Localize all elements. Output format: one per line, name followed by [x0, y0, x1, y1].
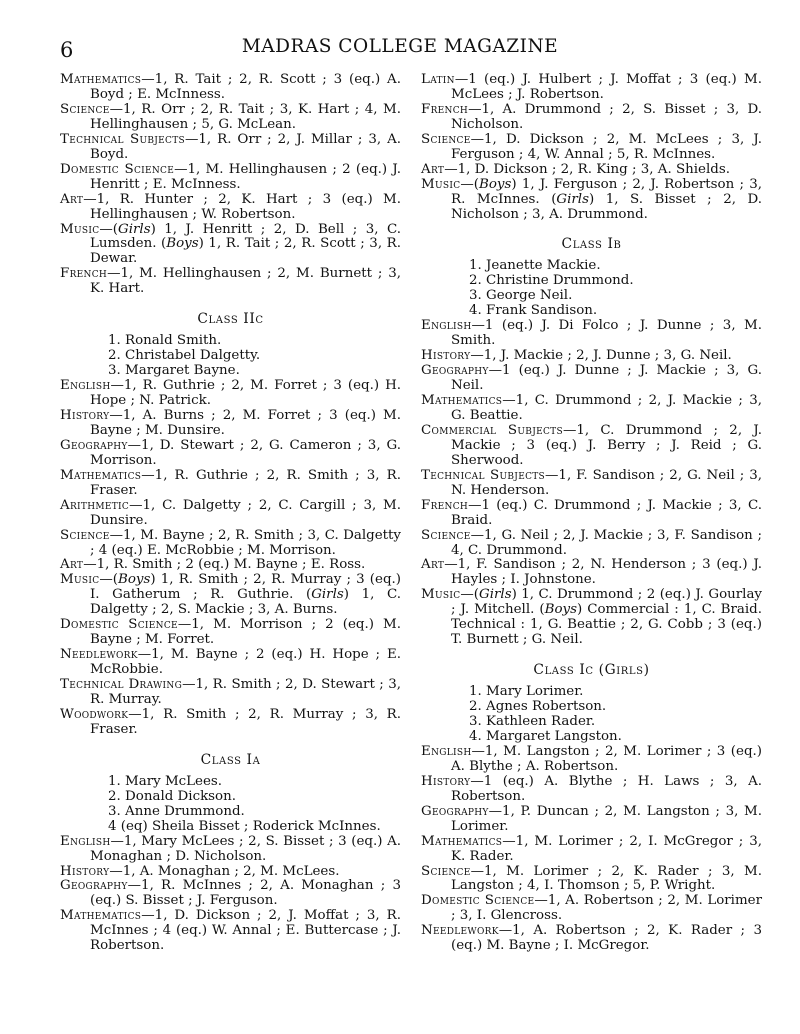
left-column — [60, 73, 401, 954]
subject-name: French — [421, 497, 469, 513]
subject-entry — [421, 133, 762, 163]
subject-name: Mathematics — [60, 72, 142, 87]
subject-name: Science — [60, 527, 110, 543]
subject-entry — [421, 775, 762, 805]
subject-name: Arithmetic — [60, 497, 130, 513]
subject-name: Technical Drawing — [60, 677, 183, 693]
subject-name: Domestic Science — [60, 161, 175, 177]
subject-results: —1, A. Robertson ; 2, M. Lorimer ; 3, I. Glencross. — [451, 893, 762, 924]
subject-results: —1 (eq.) J. Dunne ; J. Mackie ; 3, G. Neil. — [451, 363, 762, 394]
subject-results: —1, Mary McLees ; 2, S. Bisset ; 3 (eq.) A. Monaghan ; D. Nicholson. — [90, 833, 401, 864]
ranking-item: 3. Anne Drummond. — [108, 803, 245, 819]
subject-name: English — [421, 318, 472, 334]
subject-entry — [421, 924, 762, 954]
subject-entry — [60, 439, 401, 469]
subject-entry — [60, 573, 401, 618]
subject-results: —1, D. Dickson ; 2, J. Moffat ; 3, R. McInnes ; 4 (eq.) W. Annal ; E. Buttercase ; J. Robertson. — [90, 908, 401, 954]
subject-results: —1, F. Sandison ; 2, N. Henderson ; 3 (eq.) J. Hayles ; I. Johnstone. — [444, 557, 762, 588]
subject-results: —1, M. Morrison ; 2 (eq.) M. Bayne ; M. Forret. — [90, 617, 401, 648]
subject-entry — [60, 409, 401, 439]
subject-entry — [60, 865, 401, 880]
subject-results: —1, D. Dickson ; 2, R. King ; 3, A. Shields. — [444, 161, 730, 177]
subject-entry — [60, 529, 401, 559]
subject-name: French — [421, 101, 469, 117]
right-column — [421, 73, 762, 954]
subject-name: Domestic Science — [421, 893, 535, 909]
subject-name: Science — [421, 863, 471, 879]
subject-name: History — [421, 773, 471, 789]
subject-entry — [421, 349, 762, 364]
subject-results: —1, R. McInnes ; 2, A. Monaghan ; 3 (eq.) S. Bisset ; J. Ferguson. — [90, 878, 401, 909]
subject-results: —(Boys) 1, R. Smith ; 2, R. Murray ; 3 (eq.) I. Gatherum ; R. Guthrie. (Girls) 1, C. Dalgetty ; 2, S. Mackie ; 3, A. Burns. — [90, 572, 401, 618]
subject-entry — [421, 73, 762, 103]
subject-entry — [421, 745, 762, 775]
subject-name: History — [60, 407, 110, 423]
subject-entry — [60, 618, 401, 648]
subject-entry — [60, 835, 401, 865]
subject-name: Mathematics — [421, 393, 503, 408]
subject-results: —1, A. Burns ; 2, M. Forret ; 3 (eq.) M. Bayne ; M. Dunsire. — [90, 407, 401, 438]
subject-entry — [421, 835, 762, 865]
class-heading-1c-girls: Class Ic (Girls) — [533, 662, 650, 679]
ranking-item: 4. Margaret Langston. — [469, 728, 622, 744]
subject-results: —1, M. Hellinghausen ; 2, M. Burnett ; 3, K. Hart. — [90, 266, 401, 297]
subject-entry — [421, 394, 762, 424]
subject-name: English — [60, 833, 111, 849]
subject-results: —1, P. Duncan ; 2, M. Langston ; 3, M. Lorimer. — [451, 803, 762, 834]
subject-entry — [60, 499, 401, 529]
subject-results: —1 (eq.) J. Di Folco ; J. Dunne ; 3, M. Smith. — [451, 318, 762, 349]
subject-entry — [60, 879, 401, 909]
subject-entry — [60, 267, 401, 297]
subject-results: —1, R. Smith ; 2, D. Stewart ; 3, R. Murray. — [90, 677, 401, 708]
subject-results: —1, J. Mackie ; 2, J. Dunne ; 3, G. Neil. — [470, 348, 732, 364]
subject-name: History — [421, 348, 471, 364]
ranking-item: 4. Frank Sandison. — [469, 303, 598, 319]
ranking-item: 1. Jeanette Mackie. — [469, 258, 601, 274]
subject-results: —1, G. Neil ; 2, J. Mackie ; 3, F. Sandison ; 4, C. Drummond. — [451, 527, 762, 558]
subject-entry — [60, 379, 401, 409]
subject-results: —1, R. Smith ; 2 (eq.) M. Bayne ; E. Ross. — [83, 557, 366, 573]
subject-entry — [421, 364, 762, 394]
subject-name: Geography — [60, 878, 128, 894]
subject-results: —1, R. Tait ; 2, R. Scott ; 3 (eq.) A. Boyd ; E. McInness. — [90, 72, 401, 102]
ranking-item: 4 (eq) Sheila Bisset ; Roderick McInnes. — [108, 818, 381, 834]
subject-entry — [421, 894, 762, 924]
subject-name: Mathematics — [60, 467, 142, 483]
subject-name: Music — [421, 176, 461, 192]
ranking-item: 3. George Neil. — [469, 288, 573, 304]
subject-name: Technical Subjects — [421, 467, 546, 483]
subject-name: Needlework — [60, 647, 138, 663]
subject-entry — [60, 133, 401, 163]
subject-entry — [60, 103, 401, 133]
subject-name: Domestic Science — [60, 617, 178, 633]
subject-results: —1, R. Smith ; 2, R. Murray ; 3, R. Fraser. — [90, 707, 401, 737]
ranking-item: 2. Agnes Robertson. — [469, 699, 607, 715]
class-1c-girls-entries — [421, 745, 762, 954]
subject-results: —1, C. Drummond ; 2, J. Mackie ; 3 (eq.) J. Berry ; J. Reid ; G. Sherwood. — [451, 422, 762, 468]
subject-name: English — [421, 743, 472, 759]
subject-name: History — [60, 863, 110, 879]
ranking-item: 2. Christabel Dalgetty. — [108, 348, 261, 364]
subject-name: Science — [421, 527, 471, 543]
subject-entry — [421, 805, 762, 835]
subject-name: Geography — [60, 437, 128, 453]
subject-entry — [421, 499, 762, 529]
subject-entry — [421, 319, 762, 349]
subject-results: —1, R. Guthrie ; 2, M. Forret ; 3 (eq.) H. Hope ; N. Patrick. — [90, 378, 401, 408]
intro-entries — [60, 73, 401, 297]
subject-entry — [421, 865, 762, 895]
subject-entry — [421, 529, 762, 559]
subject-results: —1, A. Monaghan ; 2, M. McLees. — [109, 863, 340, 879]
class-1b-rankings — [421, 259, 762, 319]
subject-entry — [421, 424, 762, 469]
ranking-item: 2. Christine Drummond. — [469, 273, 634, 289]
ranking-item: 3. Kathleen Rader. — [469, 714, 596, 729]
subject-results: —1, D. Dickson ; 2, M. McLees ; 3, J. Ferguson ; 4, W. Annal ; 5, R. McInnes. — [451, 131, 762, 162]
subject-results: —(Girls) 1, J. Henritt ; 2, D. Bell ; 3, C. Lumsden. (Boys) 1, R. Tait ; 2, R. Scott ; 3, R. Dewar. — [90, 221, 401, 267]
subject-entry — [421, 103, 762, 133]
subject-entry — [60, 648, 401, 678]
class-1a-entries — [60, 835, 401, 955]
class-1c-girls-rankings — [421, 685, 762, 745]
ranking-item: 2. Donald Dickson. — [108, 788, 236, 804]
subject-entry — [60, 469, 401, 499]
subject-results: —1 (eq.) C. Drummond ; J. Mackie ; 3, C. Braid. — [451, 497, 762, 528]
class-heading-2c: Class IIc — [197, 311, 264, 328]
subject-results: —1, R. Hunter ; 2, K. Hart ; 3 (eq.) M. Hellinghausen ; W. Robertson. — [83, 191, 401, 222]
class-1a-continued-entries — [421, 73, 762, 223]
class-2c-rankings — [60, 334, 401, 379]
subject-name: Needlework — [421, 923, 499, 939]
subject-entry — [60, 193, 401, 223]
subject-results: —(Boys) 1, J. Ferguson ; 2, J. Robertson ; 3, R. McInnes. (Girls) 1, S. Bisset ; 2, D. Nicholson ; 3, A. Drummond. — [451, 176, 763, 222]
subject-results: —1, R. Orr ; 2, J. Millar ; 3, A. Boyd. — [90, 131, 401, 162]
subject-name: Woodwork — [60, 707, 129, 723]
subject-results: —1, M. Lorimer ; 2, K. Rader ; 3, M. Langston ; 4, I. Thomson ; 5, P. Wright. — [451, 863, 762, 894]
class-1a-rankings — [60, 775, 401, 835]
subject-results: —1, D. Stewart ; 2, G. Cameron ; 3, G. Morrison. — [90, 437, 401, 468]
subject-results: —1, M. Bayne ; 2, R. Smith ; 3, C. Dalgetty ; 4 (eq.) E. McRobbie ; M. Morrison. — [90, 527, 401, 558]
subject-name: Geography — [421, 803, 489, 819]
subject-name: Science — [421, 131, 471, 147]
subject-entry — [421, 178, 762, 223]
subject-results: —1, M. Hellinghausen ; 2 (eq.) J. Henritt ; E. McInness. — [90, 161, 401, 192]
subject-entry — [60, 163, 401, 193]
subject-entry — [421, 588, 762, 648]
subject-results: —(Girls) 1, C. Drummond ; 2 (eq.) J. Gourlay ; J. Mitchell. (Boys) Commercial : 1, C. Braid. Technical : 1, G. Beattie ; 2, G. Cobb ; 3 (eq.) T. Burnett ; G. Neil. — [451, 587, 762, 648]
subject-results: —1, C. Dalgetty ; 2, C. Cargill ; 3, M. Dunsire. — [90, 497, 401, 528]
subject-results: —1, C. Drummond ; 2, J. Mackie ; 3, G. Beattie. — [451, 393, 762, 423]
subject-results: —1 (eq.) A. Blythe ; H. Laws ; 3, A. Robertson. — [451, 773, 762, 804]
subject-name: French — [60, 266, 108, 282]
subject-entry — [421, 469, 762, 499]
subject-results: —1, A. Robertson ; 2, K. Rader ; 3 (eq.) M. Bayne ; I. McGregor. — [451, 923, 762, 954]
ranking-item: 3. Margaret Bayne. — [108, 363, 240, 379]
subject-name: Art — [60, 191, 84, 207]
subject-entry — [421, 558, 762, 588]
subject-entry — [60, 678, 401, 708]
ranking-item: 1. Mary Lorimer. — [469, 684, 584, 700]
running-head: MADRAS COLLEGE MAGAZINE — [241, 36, 559, 57]
subject-name: Mathematics — [421, 833, 503, 849]
subject-results: —1, R. Guthrie ; 2, R. Smith ; 3, R. Fraser. — [90, 467, 401, 498]
class-1b-entries — [421, 319, 762, 648]
subject-name: Art — [421, 161, 445, 177]
subject-results: —1, F. Sandison ; 2, G. Neil ; 3, N. Henderson. — [451, 467, 762, 498]
subject-entry — [60, 558, 401, 573]
subject-name: Mathematics — [60, 908, 142, 924]
subject-name: Latin — [421, 72, 455, 87]
subject-results: —1 (eq.) J. Hulbert ; J. Moffat ; 3 (eq.) M. McLees ; J. Robertson. — [451, 72, 762, 102]
subject-name: English — [60, 378, 111, 394]
subject-results: —1, M. Bayne ; 2 (eq.) H. Hope ; E. McRobbie. — [90, 647, 401, 678]
subject-name: Technical Subjects — [60, 131, 185, 147]
subject-entry — [60, 73, 401, 103]
class-2c-entries — [60, 379, 401, 738]
class-heading-1a: Class Ia — [200, 751, 261, 768]
subject-entry — [60, 909, 401, 954]
subject-entry — [60, 708, 401, 738]
subject-results: —1, M. Langston ; 2, M. Lorimer ; 3 (eq.) A. Blythe ; A. Robertson. — [451, 743, 762, 774]
subject-results: —1, R. Orr ; 2, R. Tait ; 3, K. Hart ; 4, M. Hellinghausen ; 5, G. McLean. — [90, 101, 401, 132]
subject-entry — [421, 163, 762, 178]
subject-results: —1, M. Lorimer ; 2, I. McGregor ; 3, K. Rader. — [451, 833, 762, 864]
subject-name: Science — [60, 101, 110, 117]
subject-name: Geography — [421, 363, 489, 379]
page-number: 6 — [60, 38, 74, 62]
class-heading-1b: Class Ib — [561, 236, 622, 253]
ranking-item: 1. Ronald Smith. — [108, 333, 222, 349]
subject-name: Art — [421, 557, 445, 573]
subject-entry — [60, 223, 401, 268]
subject-name: Music — [421, 587, 461, 603]
ranking-item: 1. Mary McLees. — [108, 773, 223, 789]
subject-results: —1, A. Drummond ; 2, S. Bisset ; 3, D. Nicholson. — [451, 101, 762, 132]
subject-name: Music — [60, 221, 100, 237]
subject-name: Commercial Subjects — [421, 422, 563, 438]
subject-name: Music — [60, 572, 100, 588]
subject-name: Art — [60, 557, 84, 573]
